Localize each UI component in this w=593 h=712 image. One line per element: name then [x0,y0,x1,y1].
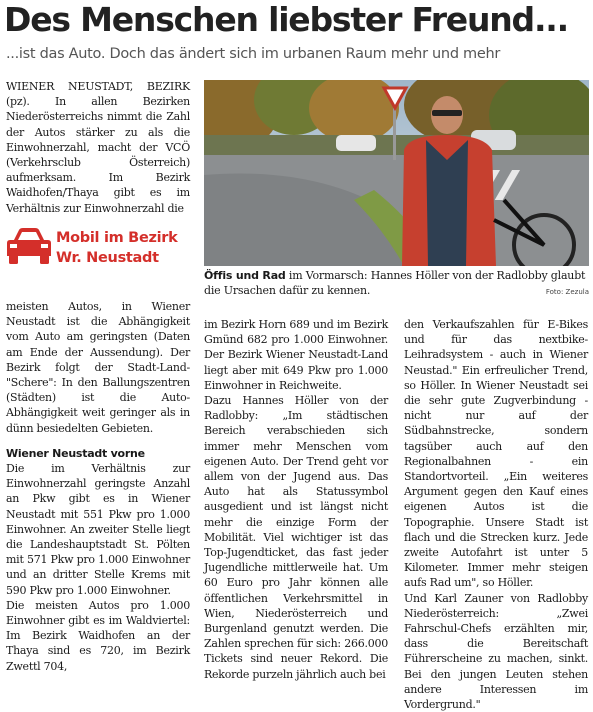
column-2 [204,317,388,682]
paragraph: Und Karl Zauner von Radlobby Niederösterreich: „Zwei Fahrschul-Chefs erzählten mir, dass die Bereitschaft Führerscheine zu machen, sinkt. Bei den jungen Leuten stehen andere Interessen im Vordergrund." [404,591,588,712]
intro-paragraph [6,79,190,216]
paragraph: meisten Autos, in Wiener Neustadt ist die Abhängigkeit vom Auto am geringsten (Daten am Ende der Aussendung). Der Bezirk folgt der Stadt-Land-"Schere": In den Ballungszentren (Städten) ist die Auto-Abhängigkeit weit geringer als in dünn besiedelten Gebieten. [6,300,190,435]
paragraph: den Verkaufszahlen für E-Bikes und für das nextbike-Leihradsystem - auch in Wiener Neustad." Ein erfreulicher Trend, so Höller. In Wiener Neustadt sei die sehr gute Zugverbindung - nicht nur auf der Südbahnstrecke, sondern tagsüber auch auf den Regionalbahnen - ein Standortvorteil. „Ein weiteres Argument gegen den Kauf eines eigenen Autos ist die Topographie. Unsere Stadt ist flach und die Strecken kurz. Jede zweite Autofahrt ist unter 5 Kilometer. Immer mehr steigen aufs Rad um", so Höller. [404,318,588,590]
paragraph: Dazu Hannes Höller von der Radlobby: „Im städtischen Bereich verabschieden sich immer mehr Menschen vom eigenen Auto. Der Trend geht vor allem von der Jugend aus. Das Auto hat als Statussymbol ausgedient und ist längst nicht mehr die einzige Form der Mobilität. Viel wichtiger ist das Top-Jugendticket, das fast jeder Jugendliche mittlerweile hat. Um 60 Euro pro Jahr können alle öffentlichen Verkehrsmittel in Wien, Niederösterreich und Burgenland genutzt werden. Die Zahlen sprechen für sich: 266.000 Tickets sind neuer Rekord. Die Rekorde purzeln jährlich auch bei [204,394,388,681]
photo-caption [204,268,589,298]
mobil-info-box [6,224,196,272]
car-icon [6,226,52,266]
mobil-box-line1: Mobil im Bezirk [56,230,178,246]
caption-bold: Öffis und Rad [204,269,286,282]
article-photo [204,80,589,266]
caption-text: im Vormarsch: Hannes Höller von der Radlobby glaubt die Ursachen dafür zu kennen. [204,269,586,297]
mobil-box-title [56,228,177,268]
intro-text: WIENER NEUSTADT, BEZIRK (pz). In allen Bezirken Niederösterreichs nimmt die Zahl der Autos stärker zu als die Einwohnerzahl, macht der VCÖ (Verkehrsclub Österreich) aufmerksam. Im Bezirk Waidhofen/Thaya gibt es im Verhältnis zur Einwohnerzahl die [6,80,190,215]
mobil-box-line2: Wr. Neustadt [56,250,159,266]
column-1 [6,299,190,674]
headline: Des Menschen liebster Freund... [4,0,568,39]
column-3 [404,317,588,712]
paragraph: Die im Verhältnis zur Einwohnerzahl geringste Anzahl an Pkw gibt es in Wiener Neustadt mit 551 Pkw pro 1.000 Einwohner. An zweiter Stelle liegt die Landeshauptstadt St. Pölten mit 571 Pkw pro 1.000 Einwohner und an dritter Stelle Krems mit 590 Pkw pro 1.000 Einwohner. [6,462,190,597]
photo-credit: Foto: Zezula [545,288,589,296]
paragraph: im Bezirk Horn 689 und im Bezirk Gmünd 682 pro 1.000 Einwohner. Der Bezirk Wiener Neustadt-Land liegt aber mit 649 Pkw pro 1.000 Einwohner in Reichweite. [204,318,388,392]
subheadline: ...ist das Auto. Doch das ändert sich im urbanen Raum mehr und mehr [6,46,501,62]
photo-illustration [204,80,589,266]
paragraph: Die meisten Autos pro 1.000 Einwohner gibt es im Waldviertel: Im Bezirk Waidhofen an der Thaya sind es 720, im Bezirk Zwettl 704, [6,598,190,673]
section-heading: Wiener Neustadt vorne [6,446,145,460]
